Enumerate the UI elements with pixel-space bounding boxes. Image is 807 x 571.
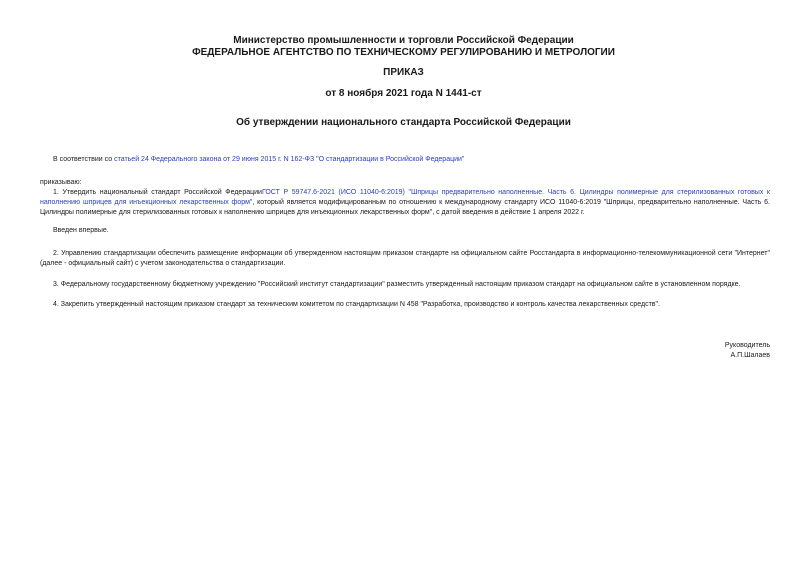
item-3: 3. Федеральному государственному бюджетному учреждению "Российский институт стандартизации" разместить утвержденный настоящим приказом стандарт на официальном сайте в установленном порядке. <box>53 281 741 288</box>
item-1 <box>40 188 770 218</box>
preamble <box>53 155 773 165</box>
federal-law-link[interactable]: статьей 24 Федерального закона от 29 июня 2015 г. N 162-ФЗ "О стандартизации в Российской Федерации" <box>114 156 465 163</box>
gost-standard-link[interactable]: ГОСТ Р 59747.6-2021 (ИСО 11040-6:2019) "Шприцы предварительно наполненные. Часть 6. Цилиндры полимерные для стерилизованных готовых к наполнению шприцев для инъекционных лекарственных форм" <box>40 189 770 206</box>
agency-name: ФЕДЕРАЛЬНОЕ АГЕНТСТВО ПО ТЕХНИЧЕСКОМУ РЕГУЛИРОВАНИЮ И МЕТРОЛОГИИ <box>192 47 615 58</box>
item-1-text: 1. Утвердить национальный стандарт Российской Федерации <box>53 189 262 196</box>
order-word: приказываю: <box>40 179 82 186</box>
ministry-name: Министерство промышленности и торговли Российской Федерации <box>233 35 574 46</box>
preamble-text: В соответствии со <box>53 156 115 163</box>
signature-title: Руководитель <box>724 342 770 349</box>
item-1-text-continued: , который является модифицированным по отношению к международному стандарту ИСО 11040-6:2019 "Шприцы, предварительно наполненные. Часть 6. Цилиндры полимерные для стерилизованных готовых к наполнению шприцев для инъекционных лекарственных форм", с датой введения в действие 1 апреля 2022 г. <box>40 199 770 216</box>
document-subject: Об утверждении национального стандарта Российской Федерации <box>236 117 571 128</box>
introduced-note: Введен впервые. <box>53 227 109 234</box>
item-4: 4. Закрепить утвержденный настоящим приказом стандарт за техническим комитетом по стандартизации N 458 "Разработка, производство и контроль качества лекарственных средств". <box>53 301 660 308</box>
document-date-number: от 8 ноября 2021 года N 1441-ст <box>325 88 482 99</box>
item-2: 2. Управлению стандартизации обеспечить размещение информации об утвержденном настоящим приказом стандарте на официальном сайте Росстандарта в информационно-телекоммуникационной сети "Интернет" (далее - официальный сайт) с учетом законодательства о стандартизации. <box>40 250 770 267</box>
signature-name: А.П.Шалаев <box>730 352 770 359</box>
document-type: ПРИКАЗ <box>383 67 424 78</box>
